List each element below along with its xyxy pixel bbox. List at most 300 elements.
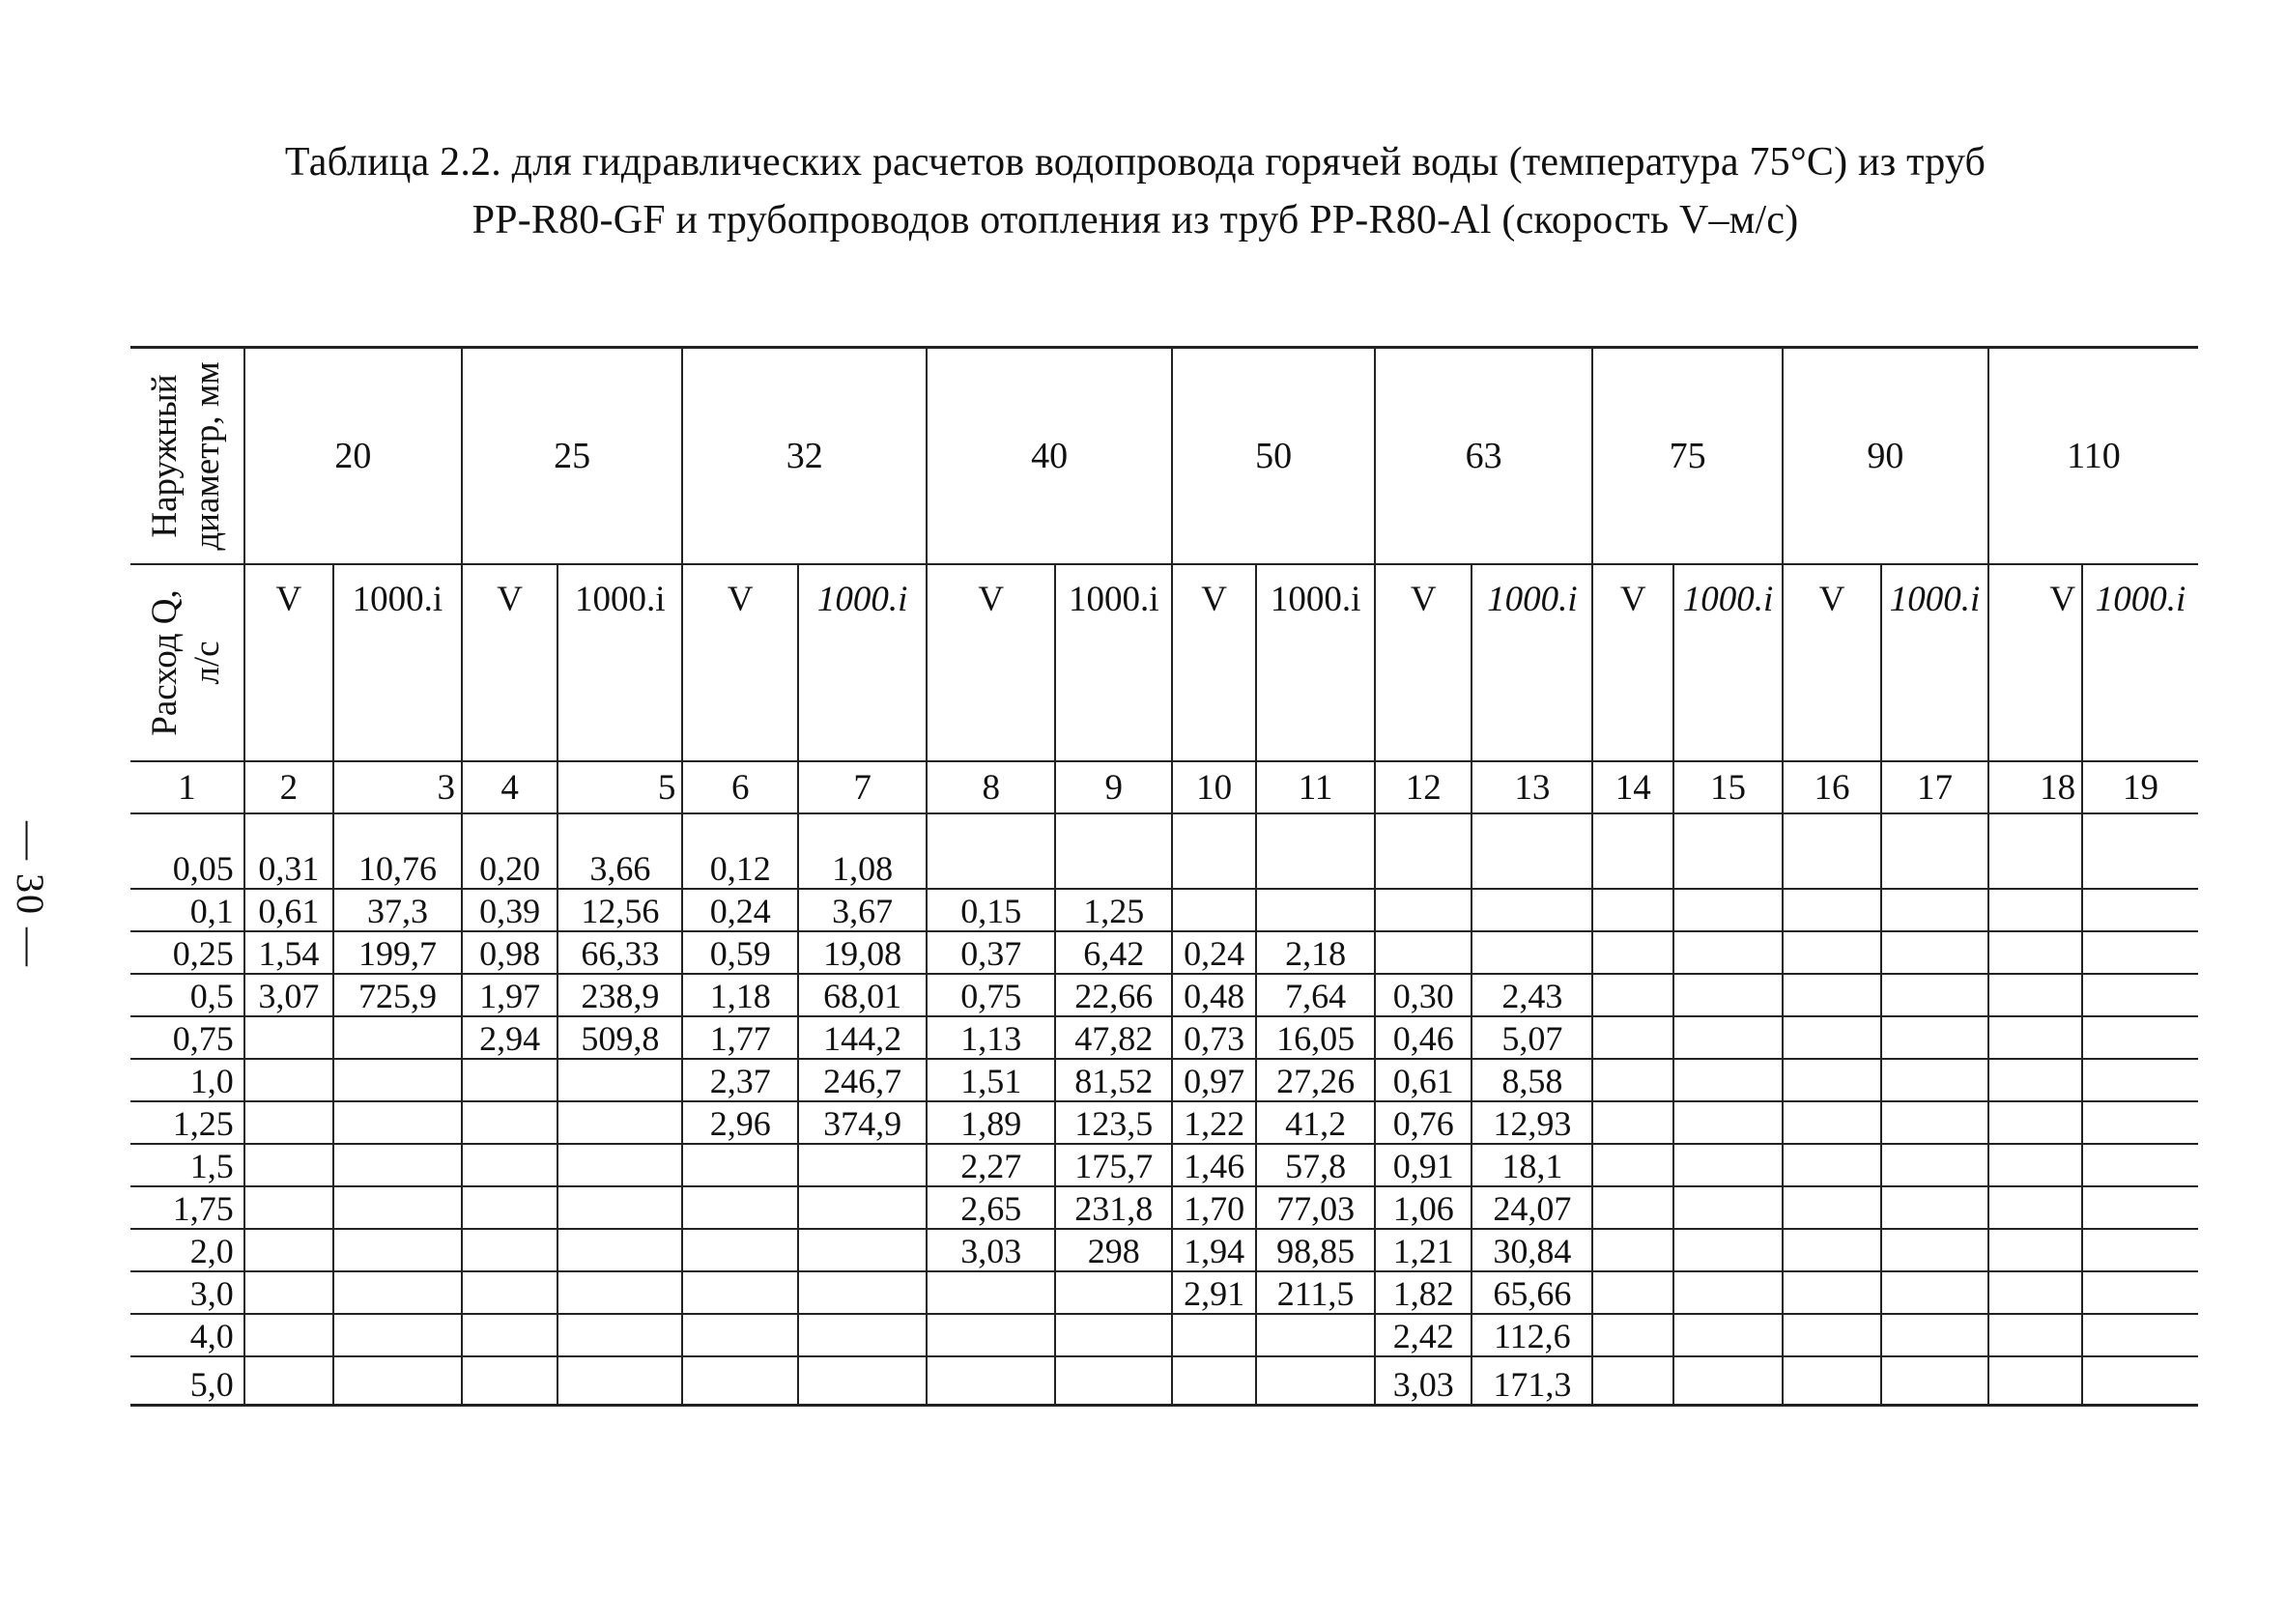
table-cell bbox=[244, 1271, 333, 1314]
table-cell bbox=[1988, 1271, 2082, 1314]
table-cell: 0,46 bbox=[1375, 1016, 1472, 1059]
table-cell: 10,76 bbox=[333, 847, 462, 889]
table-cell bbox=[1673, 1144, 1783, 1186]
table-cell bbox=[557, 1229, 682, 1271]
flow-rate-cell: 1,25 bbox=[130, 1101, 244, 1144]
table-cell bbox=[1592, 1016, 1673, 1059]
table-cell bbox=[1592, 931, 1673, 974]
table-cell: 0,15 bbox=[927, 889, 1055, 931]
table-cell bbox=[1783, 1314, 1881, 1356]
table-cell: 1,54 bbox=[244, 931, 333, 974]
flow-rate-cell: 2,0 bbox=[130, 1229, 244, 1271]
column-number: 15 bbox=[1673, 761, 1783, 813]
table-cell bbox=[333, 1016, 462, 1059]
table-cell: 1,25 bbox=[1055, 889, 1172, 931]
table-cell: 1,08 bbox=[798, 847, 927, 889]
table-cell bbox=[557, 1271, 682, 1314]
table-cell: 30,84 bbox=[1472, 1229, 1592, 1271]
sub-header-i: 1000.i bbox=[1055, 564, 1172, 761]
table-cell: 1,97 bbox=[462, 974, 557, 1016]
table-cell: 175,7 bbox=[1055, 1144, 1172, 1186]
table-row bbox=[130, 847, 2198, 889]
table-cell bbox=[2082, 1229, 2198, 1271]
table-cell: 1,46 bbox=[1172, 1144, 1256, 1186]
table-cell bbox=[1673, 1016, 1783, 1059]
table-cell bbox=[798, 1144, 927, 1186]
table-cell: 1,22 bbox=[1172, 1101, 1256, 1144]
table-row bbox=[130, 1101, 2198, 1144]
table-cell: 298 bbox=[1055, 1229, 1172, 1271]
table-cell bbox=[462, 1059, 557, 1101]
table-cell bbox=[244, 1059, 333, 1101]
column-number-row bbox=[130, 761, 2198, 813]
table-cell bbox=[1988, 1186, 2082, 1229]
table-cell bbox=[1172, 1314, 1256, 1356]
table-cell: 1,13 bbox=[927, 1016, 1055, 1059]
table-cell bbox=[1783, 1229, 1881, 1271]
table-cell bbox=[1881, 1271, 1988, 1314]
table-cell bbox=[927, 1356, 1055, 1406]
table-cell: 2,65 bbox=[927, 1186, 1055, 1229]
table-cell: 3,03 bbox=[1375, 1356, 1472, 1406]
diameter-header: 32 bbox=[682, 348, 927, 565]
column-number: 10 bbox=[1172, 761, 1256, 813]
table-cell bbox=[333, 1144, 462, 1186]
table-cell bbox=[2082, 1356, 2198, 1406]
table-cell bbox=[927, 847, 1055, 889]
flow-rate-cell: 0,05 bbox=[130, 847, 244, 889]
table-cell: 81,52 bbox=[1055, 1059, 1172, 1101]
table-cell bbox=[462, 1186, 557, 1229]
table-cell: 98,85 bbox=[1256, 1229, 1375, 1271]
table-cell: 0,75 bbox=[927, 974, 1055, 1016]
table-cell bbox=[462, 1356, 557, 1406]
column-number: 9 bbox=[1055, 761, 1172, 813]
table-cell: 18,1 bbox=[1472, 1144, 1592, 1186]
page-number: — 30 — bbox=[9, 821, 52, 968]
sub-header-v: V bbox=[462, 564, 557, 761]
sub-header-v: V bbox=[1172, 564, 1256, 761]
table-cell bbox=[2082, 974, 2198, 1016]
table-cell bbox=[1673, 931, 1783, 974]
table-cell: 0,98 bbox=[462, 931, 557, 974]
table-cell: 16,05 bbox=[1256, 1016, 1375, 1059]
table-cell bbox=[1055, 1356, 1172, 1406]
table-cell bbox=[1988, 931, 2082, 974]
diameter-header-row bbox=[130, 348, 2198, 565]
diameter-header: 50 bbox=[1172, 348, 1375, 565]
table-cell bbox=[1375, 931, 1472, 974]
table-cell: 0,91 bbox=[1375, 1144, 1472, 1186]
table-cell: 41,2 bbox=[1256, 1101, 1375, 1144]
title-line-1: Таблица 2.2. для гидравлических расчетов водопровода горячей воды (температура 75°С) из труб bbox=[284, 140, 1986, 185]
flow-rate-cell: 0,75 bbox=[130, 1016, 244, 1059]
table-cell: 3,07 bbox=[244, 974, 333, 1016]
table-row bbox=[130, 1356, 2198, 1406]
table-cell bbox=[2082, 1271, 2198, 1314]
sub-header-v: V bbox=[927, 564, 1055, 761]
table-cell: 77,03 bbox=[1256, 1186, 1375, 1229]
table-cell: 0,76 bbox=[1375, 1101, 1472, 1144]
column-number: 5 bbox=[557, 761, 682, 813]
table-cell bbox=[1881, 889, 1988, 931]
table-cell bbox=[1472, 889, 1592, 931]
table-cell bbox=[1592, 1101, 1673, 1144]
table-cell bbox=[1673, 1314, 1783, 1356]
table-cell: 2,27 bbox=[927, 1144, 1055, 1186]
table-cell bbox=[1592, 1229, 1673, 1271]
table-cell bbox=[1988, 1101, 2082, 1144]
table-cell bbox=[2082, 1186, 2198, 1229]
table-cell: 3,67 bbox=[798, 889, 927, 931]
table-cell: 8,58 bbox=[1472, 1059, 1592, 1101]
table-cell bbox=[1881, 1059, 1988, 1101]
table-cell bbox=[1592, 889, 1673, 931]
table-cell bbox=[1172, 889, 1256, 931]
column-number: 18 bbox=[1988, 761, 2082, 813]
table-cell: 1,70 bbox=[1172, 1186, 1256, 1229]
table-cell bbox=[2082, 931, 2198, 974]
spacer-row bbox=[130, 813, 2198, 847]
hydraulic-table bbox=[130, 346, 2198, 1407]
flow-label: Расход Q, л/с bbox=[145, 589, 228, 736]
diameter-header: 20 bbox=[244, 348, 462, 565]
table-cell bbox=[2082, 1059, 2198, 1101]
table-cell bbox=[1172, 847, 1256, 889]
table-cell bbox=[1592, 1314, 1673, 1356]
table-cell: 0,39 bbox=[462, 889, 557, 931]
table-cell bbox=[1472, 931, 1592, 974]
table-cell bbox=[1055, 1314, 1172, 1356]
table-cell: 24,07 bbox=[1472, 1186, 1592, 1229]
subheader-row bbox=[130, 564, 2198, 761]
table-row bbox=[130, 1144, 2198, 1186]
column-number: 7 bbox=[798, 761, 927, 813]
table-cell bbox=[557, 1144, 682, 1186]
table-cell: 171,3 bbox=[1472, 1356, 1592, 1406]
column-number: 4 bbox=[462, 761, 557, 813]
table-cell: 12,93 bbox=[1472, 1101, 1592, 1144]
table-cell: 112,6 bbox=[1472, 1314, 1592, 1356]
table-cell bbox=[1783, 1186, 1881, 1229]
table-cell bbox=[2082, 1016, 2198, 1059]
table-cell bbox=[1881, 1314, 1988, 1356]
table-cell bbox=[682, 1271, 798, 1314]
table-cell bbox=[244, 1016, 333, 1059]
table-cell: 37,3 bbox=[333, 889, 462, 931]
table-cell: 1,18 bbox=[682, 974, 798, 1016]
column-number: 12 bbox=[1375, 761, 1472, 813]
table-cell: 0,73 bbox=[1172, 1016, 1256, 1059]
sub-header-i: 1000.i bbox=[557, 564, 682, 761]
table-cell bbox=[1673, 1271, 1783, 1314]
table-cell bbox=[798, 1271, 927, 1314]
table-cell: 0,97 bbox=[1172, 1059, 1256, 1101]
table-cell bbox=[682, 1186, 798, 1229]
table-cell bbox=[557, 1186, 682, 1229]
table-cell bbox=[1592, 847, 1673, 889]
table-cell bbox=[2082, 1314, 2198, 1356]
table-cell: 66,33 bbox=[557, 931, 682, 974]
flow-rate-cell: 0,25 bbox=[130, 931, 244, 974]
table-cell bbox=[1256, 1356, 1375, 1406]
table-row bbox=[130, 1314, 2198, 1356]
table-cell bbox=[1592, 1356, 1673, 1406]
diameter-header: 25 bbox=[462, 348, 682, 565]
table-cell: 1,94 bbox=[1172, 1229, 1256, 1271]
flow-rate-cell: 0,5 bbox=[130, 974, 244, 1016]
table-cell: 2,37 bbox=[682, 1059, 798, 1101]
table-cell: 0,24 bbox=[1172, 931, 1256, 974]
sub-header-i: 1000.i bbox=[1472, 564, 1592, 761]
table-cell bbox=[1783, 1356, 1881, 1406]
table-cell: 0,12 bbox=[682, 847, 798, 889]
table-cell: 1,77 bbox=[682, 1016, 798, 1059]
table-cell: 57,8 bbox=[1256, 1144, 1375, 1186]
table-cell bbox=[244, 1356, 333, 1406]
table-cell: 2,94 bbox=[462, 1016, 557, 1059]
table-cell: 144,2 bbox=[798, 1016, 927, 1059]
table-cell bbox=[1783, 1144, 1881, 1186]
table-row bbox=[130, 1229, 2198, 1271]
sub-header-v: V bbox=[682, 564, 798, 761]
table-cell bbox=[1881, 974, 1988, 1016]
table-cell bbox=[1881, 1101, 1988, 1144]
table-cell bbox=[557, 1059, 682, 1101]
table-cell bbox=[2082, 1144, 2198, 1186]
table-row bbox=[130, 1016, 2198, 1059]
table-cell bbox=[682, 1229, 798, 1271]
table-cell: 0,48 bbox=[1172, 974, 1256, 1016]
table-cell bbox=[1673, 1356, 1783, 1406]
table-cell bbox=[1783, 889, 1881, 931]
table-cell: 246,7 bbox=[798, 1059, 927, 1101]
table-cell bbox=[1988, 889, 2082, 931]
flow-rate-cell: 5,0 bbox=[130, 1356, 244, 1406]
table-cell bbox=[1673, 1186, 1783, 1229]
table-cell: 27,26 bbox=[1256, 1059, 1375, 1101]
table-cell: 0,30 bbox=[1375, 974, 1472, 1016]
table-cell: 2,96 bbox=[682, 1101, 798, 1144]
table-cell bbox=[1783, 1101, 1881, 1144]
table-cell: 3,03 bbox=[927, 1229, 1055, 1271]
table-cell bbox=[1256, 889, 1375, 931]
sub-header-v: V bbox=[1783, 564, 1881, 761]
table-cell: 47,82 bbox=[1055, 1016, 1172, 1059]
table-cell bbox=[1988, 1059, 2082, 1101]
table-cell bbox=[557, 1101, 682, 1144]
table-cell bbox=[1375, 889, 1472, 931]
table-cell bbox=[333, 1229, 462, 1271]
table-cell bbox=[462, 1101, 557, 1144]
table-body bbox=[130, 813, 2198, 1406]
table-cell bbox=[1256, 1314, 1375, 1356]
table-cell bbox=[682, 1314, 798, 1356]
table-cell: 1,89 bbox=[927, 1101, 1055, 1144]
table-cell bbox=[1673, 1101, 1783, 1144]
sub-header-i: 1000.i bbox=[333, 564, 462, 761]
table-cell bbox=[1881, 1229, 1988, 1271]
table-cell: 65,66 bbox=[1472, 1271, 1592, 1314]
table-cell bbox=[1783, 1016, 1881, 1059]
diameter-header: 90 bbox=[1783, 348, 1988, 565]
column-number: 11 bbox=[1256, 761, 1375, 813]
table-cell bbox=[1783, 931, 1881, 974]
table-cell: 725,9 bbox=[333, 974, 462, 1016]
table-cell bbox=[1988, 974, 2082, 1016]
table-cell bbox=[1592, 1186, 1673, 1229]
table-cell bbox=[682, 1144, 798, 1186]
table-cell bbox=[333, 1314, 462, 1356]
table-cell: 0,20 bbox=[462, 847, 557, 889]
flow-rate-cell: 3,0 bbox=[130, 1271, 244, 1314]
table-cell: 1,51 bbox=[927, 1059, 1055, 1101]
column-number: 6 bbox=[682, 761, 798, 813]
table-cell bbox=[557, 1356, 682, 1406]
table-cell: 68,01 bbox=[798, 974, 927, 1016]
table-cell bbox=[798, 1314, 927, 1356]
table-cell bbox=[462, 1314, 557, 1356]
sub-header-v: V bbox=[1375, 564, 1472, 761]
title-line-2: PP-R80-GF и трубопроводов отопления из труб PP-R80-Al (скорость V–м/с) bbox=[471, 198, 1799, 242]
table-cell bbox=[1055, 847, 1172, 889]
table-row bbox=[130, 931, 2198, 974]
diameter-label-cell bbox=[130, 348, 244, 565]
column-number: 14 bbox=[1592, 761, 1673, 813]
table-cell bbox=[1673, 847, 1783, 889]
table-cell bbox=[244, 1144, 333, 1186]
table-cell bbox=[1881, 1186, 1988, 1229]
table-cell bbox=[333, 1356, 462, 1406]
table-cell: 1,21 bbox=[1375, 1229, 1472, 1271]
diameter-label: Наружный диаметр, мм bbox=[145, 361, 228, 551]
table-cell: 0,61 bbox=[244, 889, 333, 931]
table-cell bbox=[1988, 1016, 2082, 1059]
table-cell: 509,8 bbox=[557, 1016, 682, 1059]
column-number: 19 bbox=[2082, 761, 2198, 813]
table-cell bbox=[1988, 1356, 2082, 1406]
table-cell bbox=[798, 1229, 927, 1271]
table-row bbox=[130, 889, 2198, 931]
table-cell bbox=[1673, 1059, 1783, 1101]
table-row bbox=[130, 974, 2198, 1016]
table-cell bbox=[1988, 847, 2082, 889]
table-cell bbox=[1783, 1059, 1881, 1101]
table-cell bbox=[1375, 847, 1472, 889]
flow-rate-cell: 0,1 bbox=[130, 889, 244, 931]
table-row bbox=[130, 1186, 2198, 1229]
table-cell bbox=[798, 1186, 927, 1229]
table-title bbox=[126, 133, 2145, 249]
table-cell bbox=[1783, 847, 1881, 889]
table-cell bbox=[1988, 1144, 2082, 1186]
table-cell: 0,31 bbox=[244, 847, 333, 889]
sub-header-i: 1000.i bbox=[1881, 564, 1988, 761]
table-cell: 374,9 bbox=[798, 1101, 927, 1144]
diameter-header: 110 bbox=[1988, 348, 2198, 565]
table-cell bbox=[1673, 889, 1783, 931]
column-number: 3 bbox=[333, 761, 462, 813]
table-cell bbox=[2082, 1101, 2198, 1144]
table-cell bbox=[462, 1229, 557, 1271]
table-cell bbox=[462, 1144, 557, 1186]
table-cell bbox=[1592, 1059, 1673, 1101]
table-cell: 6,42 bbox=[1055, 931, 1172, 974]
table-cell: 0,37 bbox=[927, 931, 1055, 974]
table-cell: 123,5 bbox=[1055, 1101, 1172, 1144]
table-cell bbox=[1881, 1144, 1988, 1186]
flow-rate-cell: 1,0 bbox=[130, 1059, 244, 1101]
table-cell: 0,61 bbox=[1375, 1059, 1472, 1101]
table-cell: 7,64 bbox=[1256, 974, 1375, 1016]
table-cell: 0,59 bbox=[682, 931, 798, 974]
table-cell: 12,56 bbox=[557, 889, 682, 931]
table-cell bbox=[1783, 974, 1881, 1016]
table-cell bbox=[1988, 1314, 2082, 1356]
table-cell bbox=[1881, 1016, 1988, 1059]
table-cell: 0,24 bbox=[682, 889, 798, 931]
table-cell: 3,66 bbox=[557, 847, 682, 889]
table-cell bbox=[1988, 1229, 2082, 1271]
table-cell bbox=[798, 1356, 927, 1406]
table-cell bbox=[1256, 847, 1375, 889]
table-cell bbox=[1673, 1229, 1783, 1271]
sub-header-v: V bbox=[1592, 564, 1673, 761]
table-cell: 2,43 bbox=[1472, 974, 1592, 1016]
table-cell: 199,7 bbox=[333, 931, 462, 974]
table-cell bbox=[1881, 931, 1988, 974]
table-cell: 2,91 bbox=[1172, 1271, 1256, 1314]
diameter-header: 63 bbox=[1375, 348, 1592, 565]
diameter-header: 75 bbox=[1592, 348, 1783, 565]
table-cell: 1,82 bbox=[1375, 1271, 1472, 1314]
table-cell bbox=[2082, 889, 2198, 931]
column-number: 1 bbox=[130, 761, 244, 813]
table-cell bbox=[1592, 974, 1673, 1016]
sub-header-v: V bbox=[1988, 564, 2082, 761]
table-cell bbox=[682, 1356, 798, 1406]
table-cell: 1,06 bbox=[1375, 1186, 1472, 1229]
table-cell bbox=[333, 1271, 462, 1314]
table-cell bbox=[244, 1314, 333, 1356]
table-cell: 238,9 bbox=[557, 974, 682, 1016]
flow-label-cell bbox=[130, 564, 244, 761]
table-cell bbox=[1172, 1356, 1256, 1406]
sub-header-v: V bbox=[244, 564, 333, 761]
column-number: 16 bbox=[1783, 761, 1881, 813]
table-cell bbox=[1881, 847, 1988, 889]
table-cell bbox=[333, 1186, 462, 1229]
table-cell: 231,8 bbox=[1055, 1186, 1172, 1229]
table-cell bbox=[557, 1314, 682, 1356]
column-number: 13 bbox=[1472, 761, 1592, 813]
table-cell bbox=[1783, 1271, 1881, 1314]
table-cell bbox=[333, 1059, 462, 1101]
column-number: 8 bbox=[927, 761, 1055, 813]
table-row bbox=[130, 1271, 2198, 1314]
flow-rate-cell: 1,75 bbox=[130, 1186, 244, 1229]
sub-header-i: 1000.i bbox=[798, 564, 927, 761]
table-cell: 211,5 bbox=[1256, 1271, 1375, 1314]
table-cell bbox=[462, 1271, 557, 1314]
table-cell: 5,07 bbox=[1472, 1016, 1592, 1059]
table-cell: 19,08 bbox=[798, 931, 927, 974]
table-cell bbox=[244, 1101, 333, 1144]
sub-header-i: 1000.i bbox=[2082, 564, 2198, 761]
column-number: 2 bbox=[244, 761, 333, 813]
diameter-header: 40 bbox=[927, 348, 1172, 565]
table-cell bbox=[333, 1101, 462, 1144]
